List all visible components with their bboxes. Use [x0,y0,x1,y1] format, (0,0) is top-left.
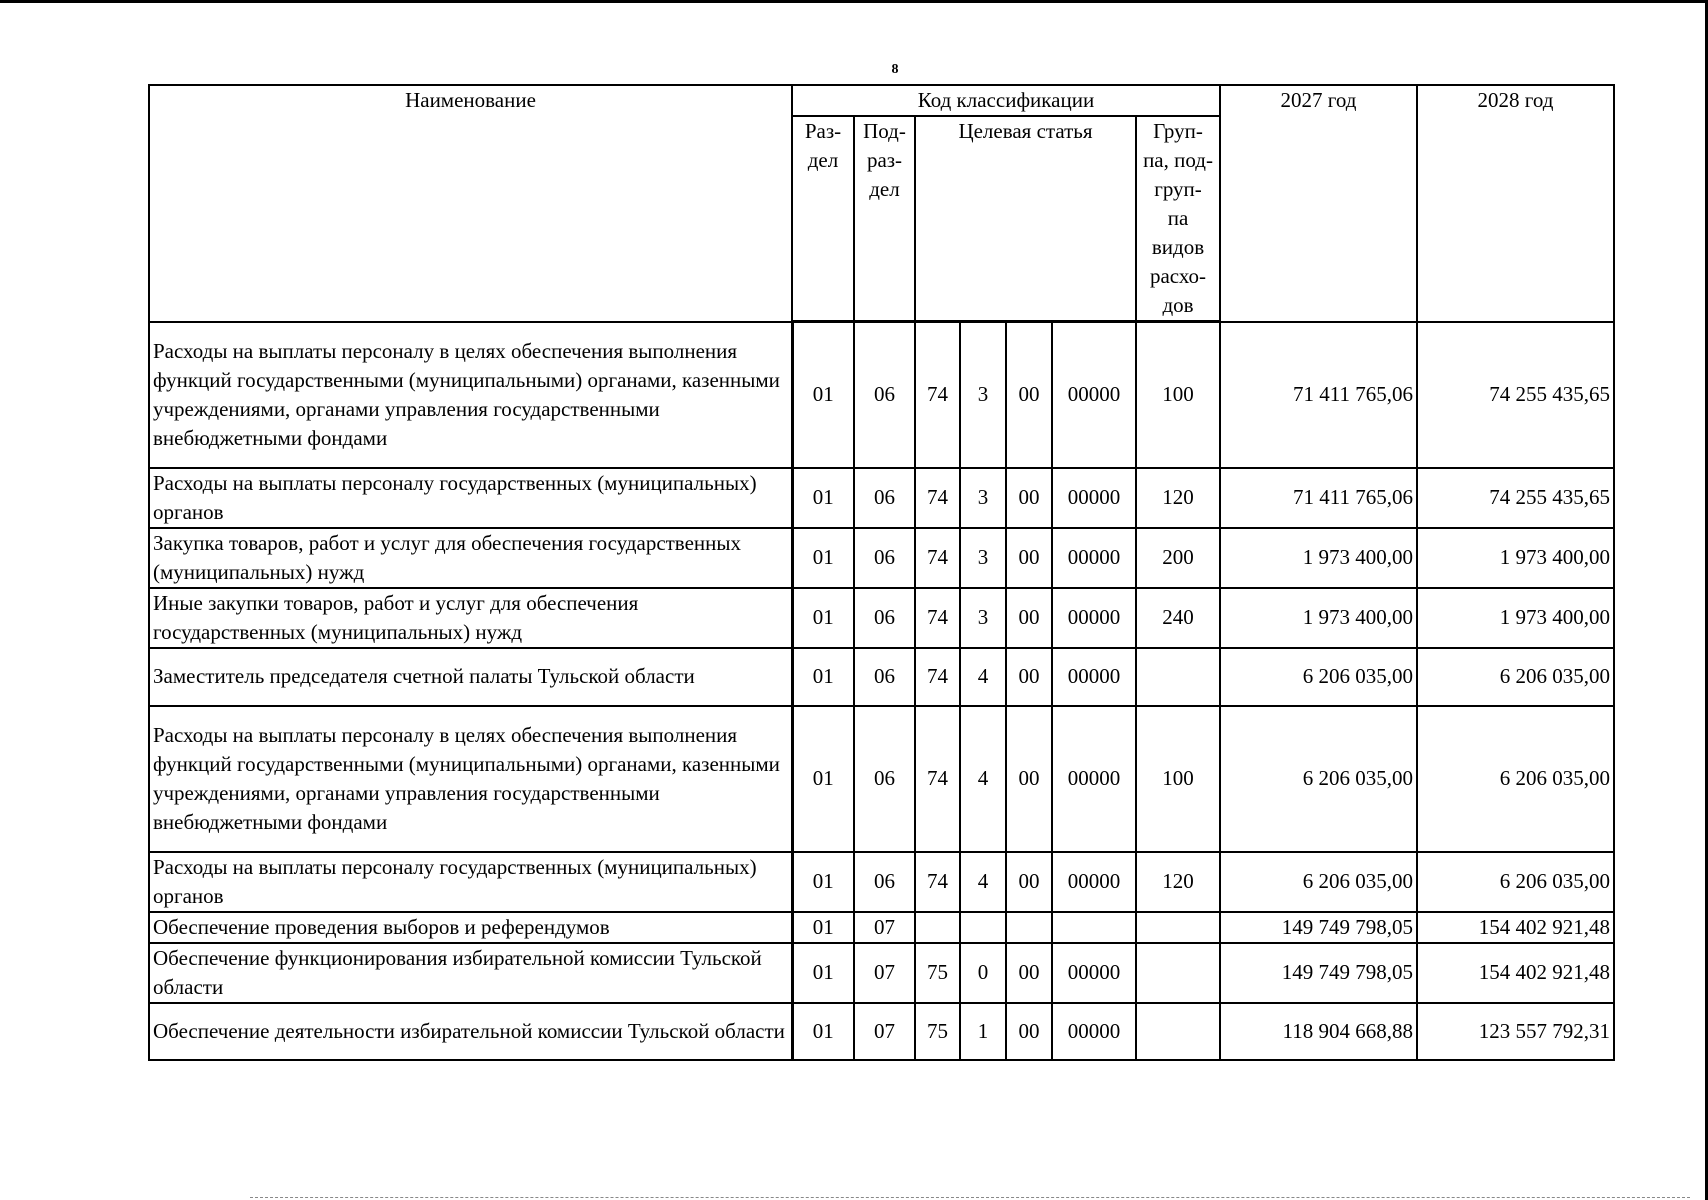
cell-target-direction: 00000 [1052,648,1136,706]
cell-target-direction: 00000 [1052,528,1136,588]
cell-name: Расходы на выплаты персоналу в целях обеспечения выполнения функций государственными (муниципальными) органами, казенными учреждениями, органами управления государственными внебюджетными фондами [149,322,792,468]
cell-target-program: 75 [915,943,960,1003]
cell-name: Обеспечение проведения выборов и референдумов [149,912,792,943]
cell-name: Обеспечение деятельности избирательной комиссии Тульской области [149,1003,792,1060]
cell-amount-2028: 154 402 921,48 [1417,943,1614,1003]
cell-section: 01 [792,943,854,1003]
cell-name: Заместитель председателя счетной палаты Тульской области [149,648,792,706]
cell-target-direction [1052,912,1136,943]
cell-amount-2028: 6 206 035,00 [1417,648,1614,706]
cell-target-type: 3 [960,528,1006,588]
cell-amount-2028: 1 973 400,00 [1417,588,1614,648]
cell-target-subprogram: 00 [1006,468,1052,528]
cell-expense-group [1136,648,1220,706]
cell-subsection: 06 [854,528,915,588]
cell-amount-2027: 1 973 400,00 [1220,588,1417,648]
cell-target-subprogram: 00 [1006,648,1052,706]
header-target-article: Целевая статья [915,116,1136,322]
cell-expense-group: 120 [1136,852,1220,912]
cell-target-type: 0 [960,943,1006,1003]
cell-target-direction: 00000 [1052,852,1136,912]
cell-target-program: 74 [915,648,960,706]
table-row [149,1003,1614,1060]
header-name: Наименование [149,85,792,322]
cell-expense-group [1136,912,1220,943]
cell-subsection: 07 [854,1003,915,1060]
cell-target-direction: 00000 [1052,706,1136,852]
cell-amount-2028: 1 973 400,00 [1417,528,1614,588]
cell-amount-2028: 74 255 435,65 [1417,322,1614,468]
cell-target-type: 1 [960,1003,1006,1060]
cell-target-program: 74 [915,588,960,648]
cell-target-type: 4 [960,706,1006,852]
cell-amount-2027: 1 973 400,00 [1220,528,1417,588]
cell-subsection: 07 [854,943,915,1003]
cell-name: Расходы на выплаты персоналу в целях обеспечения выполнения функций государственными (муниципальными) органами, казенными учреждениями, органами управления государственными внебюджетными фондами [149,706,792,852]
cell-section: 01 [792,528,854,588]
table-row [149,468,1614,528]
cell-amount-2027: 6 206 035,00 [1220,852,1417,912]
cell-expense-group: 240 [1136,588,1220,648]
cell-amount-2028: 154 402 921,48 [1417,912,1614,943]
cell-section: 01 [792,1003,854,1060]
cell-target-subprogram: 00 [1006,1003,1052,1060]
table-row [149,943,1614,1003]
cell-target-program: 74 [915,322,960,468]
cell-section: 01 [792,912,854,943]
cell-expense-group: 100 [1136,706,1220,852]
cell-subsection: 06 [854,322,915,468]
table-row [149,588,1614,648]
cell-target-subprogram: 00 [1006,943,1052,1003]
cell-expense-group [1136,943,1220,1003]
table-row [149,322,1614,468]
header-subsection: Под- раз- дел [854,116,915,322]
table-row [149,528,1614,588]
header-year-2027: 2027 год [1220,85,1417,322]
cell-amount-2027: 149 749 798,05 [1220,943,1417,1003]
cell-target-direction: 00000 [1052,1003,1136,1060]
cell-section: 01 [792,852,854,912]
cell-target-subprogram: 00 [1006,706,1052,852]
cell-amount-2027: 6 206 035,00 [1220,706,1417,852]
cell-subsection: 06 [854,852,915,912]
cell-target-type: 4 [960,648,1006,706]
table-body [149,322,1614,1060]
cell-target-subprogram [1006,912,1052,943]
budget-table [148,84,1615,1061]
cell-name: Иные закупки товаров, работ и услуг для обеспечения государственных (муниципальных) нужд [149,588,792,648]
scan-bottom-rule [250,1197,1690,1198]
cell-target-subprogram: 00 [1006,322,1052,468]
cell-amount-2028: 123 557 792,31 [1417,1003,1614,1060]
cell-target-program [915,912,960,943]
header-classification-code: Код классификации [792,85,1220,116]
header-expense-group: Груп- па, под- груп- па видов расхо- дов [1136,116,1220,322]
cell-subsection: 06 [854,648,915,706]
cell-target-program: 74 [915,468,960,528]
cell-amount-2028: 6 206 035,00 [1417,706,1614,852]
cell-target-type: 3 [960,322,1006,468]
cell-target-subprogram: 00 [1006,528,1052,588]
cell-amount-2028: 6 206 035,00 [1417,852,1614,912]
cell-target-direction: 00000 [1052,943,1136,1003]
cell-name: Расходы на выплаты персоналу государственных (муниципальных) органов [149,468,792,528]
table-row [149,648,1614,706]
cell-name: Расходы на выплаты персоналу государственных (муниципальных) органов [149,852,792,912]
page-number: 8 [891,62,899,77]
cell-expense-group: 100 [1136,322,1220,468]
cell-target-subprogram: 00 [1006,588,1052,648]
cell-section: 01 [792,706,854,852]
cell-target-direction: 00000 [1052,588,1136,648]
cell-subsection: 06 [854,588,915,648]
cell-amount-2027: 71 411 765,06 [1220,468,1417,528]
cell-target-direction: 00000 [1052,468,1136,528]
table-row [149,852,1614,912]
cell-name: Закупка товаров, работ и услуг для обеспечения государственных (муниципальных) нужд [149,528,792,588]
cell-amount-2027: 6 206 035,00 [1220,648,1417,706]
table-row [149,912,1614,943]
cell-target-type: 3 [960,588,1006,648]
scan-border-top [0,0,1708,3]
table-row [149,706,1614,852]
cell-subsection: 06 [854,468,915,528]
cell-target-type [960,912,1006,943]
cell-expense-group: 120 [1136,468,1220,528]
cell-amount-2027: 71 411 765,06 [1220,322,1417,468]
cell-amount-2028: 74 255 435,65 [1417,468,1614,528]
cell-section: 01 [792,468,854,528]
cell-section: 01 [792,322,854,468]
cell-expense-group: 200 [1136,528,1220,588]
cell-target-program: 74 [915,852,960,912]
header-section: Раз- дел [792,116,854,322]
cell-amount-2027: 149 749 798,05 [1220,912,1417,943]
cell-expense-group [1136,1003,1220,1060]
cell-target-direction: 00000 [1052,322,1136,468]
cell-target-program: 74 [915,528,960,588]
cell-amount-2027: 118 904 668,88 [1220,1003,1417,1060]
cell-target-type: 3 [960,468,1006,528]
cell-target-subprogram: 00 [1006,852,1052,912]
header-year-2028: 2028 год [1417,85,1614,322]
cell-subsection: 06 [854,706,915,852]
cell-target-program: 74 [915,706,960,852]
cell-name: Обеспечение функционирования избирательной комиссии Тульской области [149,943,792,1003]
cell-target-program: 75 [915,1003,960,1060]
cell-subsection: 07 [854,912,915,943]
cell-target-type: 4 [960,852,1006,912]
cell-section: 01 [792,648,854,706]
cell-section: 01 [792,588,854,648]
